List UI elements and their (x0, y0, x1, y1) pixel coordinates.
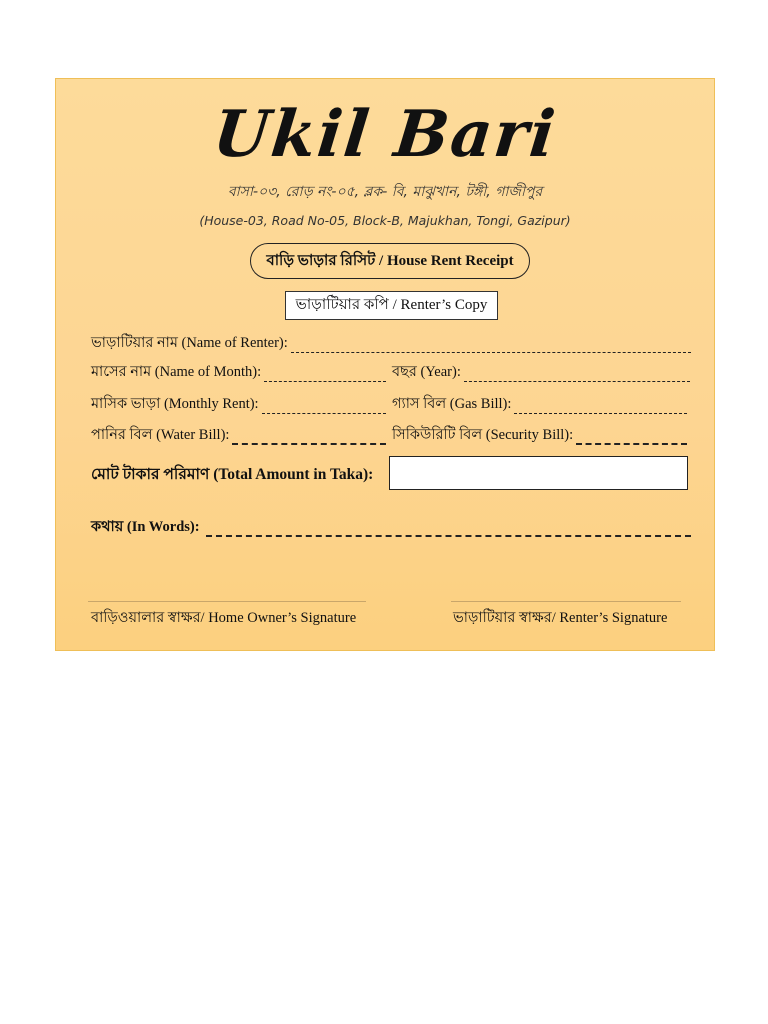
renter-name-line[interactable] (291, 351, 691, 353)
gas-bill-line[interactable] (514, 412, 687, 414)
renter-signature-label: ভাড়াটিয়ার স্বাক্ষর/ Renter’s Signature (453, 610, 668, 626)
in-words-line[interactable] (206, 534, 691, 537)
month-label: মাসের নাম (Name of Month): (91, 364, 262, 380)
copy-label: ভাড়াটিয়ার কপি / Renter’s Copy (285, 291, 498, 320)
address-bangla: বাসা-০৩, রোড় নং-০৫, ব্লক- বি, মাঝুখান, টঙ্গী, গাজীপুর (227, 184, 543, 200)
in-words-field[interactable] (91, 516, 691, 540)
water-bill-line[interactable] (232, 442, 386, 445)
address-english: (House-03, Road No-05, Block-B, Majukhan, Tongi, Gazipur) (199, 213, 571, 228)
renter-name-field[interactable] (91, 332, 691, 356)
renter-name-label: ভাড়াটিয়ার নাম (Name of Renter): (91, 335, 288, 351)
gas-bill-label: গ্যাস বিল (Gas Bill): (392, 396, 512, 412)
receipt-title: বাড়ি ভাড়ার রিসিট / House Rent Receipt (250, 243, 530, 279)
water-bill-field[interactable] (91, 424, 386, 448)
home-owner-signature-label: বাড়িওয়ালার স্বাক্ষর/ Home Owner’s Signature (91, 610, 357, 626)
monthly-rent-field[interactable] (91, 393, 386, 417)
home-owner-signature-line[interactable] (88, 601, 366, 602)
security-bill-line[interactable] (576, 442, 687, 445)
year-line[interactable] (464, 380, 690, 382)
total-amount-box[interactable] (389, 456, 688, 490)
monthly-rent-line[interactable] (262, 412, 386, 414)
in-words-label: কথায় (In Words): (91, 519, 200, 535)
total-amount-label: মোট টাকার পরিমাণ (Total Amount in Taka): (91, 466, 374, 483)
gas-bill-field[interactable] (392, 393, 687, 417)
monthly-rent-label: মাসিক ভাড়া (Monthly Rent): (91, 396, 259, 412)
security-bill-label: সিকিউরিটি বিল (Security Bill): (392, 427, 574, 443)
water-bill-label: পানির বিল (Water Bill): (91, 427, 230, 443)
renter-signature-line[interactable] (451, 601, 681, 602)
logo: Ukil Bari (209, 97, 561, 172)
rent-receipt (55, 78, 715, 651)
year-label: বছর (Year): (392, 364, 461, 380)
month-line[interactable] (264, 380, 386, 382)
month-field[interactable] (91, 361, 386, 385)
security-bill-field[interactable] (392, 424, 687, 448)
year-field[interactable] (392, 361, 690, 385)
